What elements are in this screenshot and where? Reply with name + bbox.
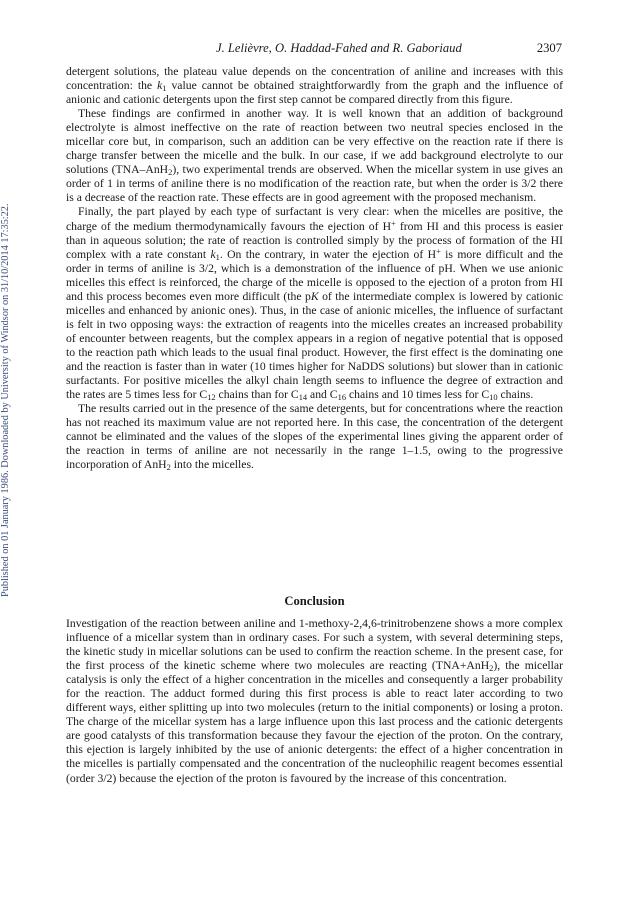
section-heading-conclusion: Conclusion (284, 594, 345, 608)
page-number: 2307 (536, 41, 562, 55)
paragraph-4: The results carried out in the presence of the same detergents, but for concentrations where the reaction has not reached its maximum value are not reported here. In this case, the concentration of the detergent cannot be eliminated and the values of the slopes of the experimental lines giving the apparent order of the reaction in terms of aniline are not necessarily in the range 1–1.5, owing to the progressive incorporation of AnH$_2$ into the micelles. (66, 402, 563, 473)
download-watermark: Published on 01 January 1986. Downloaded by University of Windsor on 31/10/2014 17:35:22. (0, 203, 11, 597)
paragraph-3: Finally, the part played by each type of surfactant is very clear: when the micelles are positive, the charge of the medium thermodynamically favours the ejection of H+ from HI and this process is easier than in aqueous solution; the rate of reaction is controlled simply by the process of formation of the HI complex with a rate constant $k_1$. On the contrary, in water the ejection of H+ is more difficult and the order in terms of aniline is 3/2, which is a demonstration of the influence of pH. When we use anionic micelles this effect is reinforced, the charge of the micelle is opposed to the ejection of a proton from HI and this process becomes even more difficult (the pK of the intermediate complex is lowered by cationic micelles and enhanced by anionic ones). Thus, in the case of anionic micelles, the influence of surfactant is felt in two opposing ways: the extraction of reagents into the micelles creates an increased probability of encounter between reagents, but the complex appears in a region of negative potential that is opposed to the reaction path which leads to the usual final product. However, the first effect is the dominating one and the reaction is faster than in water (10 times higher for NaDDS solutions) but slower than in cationic surfactants. For positive micelles the alkyl chain length seems to influence the degree of extraction and the rates are 5 times less for $C_{12}$ chains than for $C_{14}$ and $C_{16}$ chains and 10 times less for $C_{10}$ chains. (66, 205, 563, 403)
body-text (66, 65, 563, 472)
running-header (66, 41, 562, 59)
paragraph-1: detergent solutions, the plateau value depends on the concentration of aniline and increases with this concentration: the $k_1$ value cannot be obtained straightforwardly from the graph and the influence of anionic and cationic detergents upon the first step cannot be compared directly from this figure. (66, 65, 563, 107)
header-authors: J. Lelièvre, O. Haddad-Fahed and R. Gaboriaud (216, 41, 462, 55)
paragraph-2: These findings are confirmed in another way. It is well known that an addition of background electrolyte is almost ineffective on the rate of reaction between two neutral species enclosed in the micellar core but, in comparison, such an addition can be very effective on the reaction rate if there is charge transfer between the micelle and the bulk. In our case, if we add background electrolyte to our solutions (TNA–AnH$_2$), two experimental trends are observed. When the micellar system in use gives an order of 1 in terms of aniline there is no modification of the reaction rate, but when the order is 3/2 there is a decrease of the reaction rate. These effects are in good agreement with the proposed mechanism. (66, 107, 563, 205)
conclusion-paragraph: Investigation of the reaction between aniline and 1-methoxy-2,4,6-trinitrobenzene shows a more complex influence of a micellar system than in ordinary cases. For such a system, with several determining steps, the kinetic study in micellar solutions can be used to confirm the reaction scheme. In the present case, for the first process of the kinetic scheme where two molecules are reacting (TNA+AnH$_2$), the micellar catalysis is only the effect of a higher concentration in the micelles and consequently a larger probability for the reaction. The adduct formed during this first process is able to react later according to two different ways, either splitting up into two molecules (return to the initial components) or losing a proton. The charge of the micellar system has a large influence upon this last process and the cationic detergents are good catalysts of this transformation because they favour the ejection of the proton. On the contrary, this ejection is largely inhibited by the use of anionic detergents: the effect of a higher concentration in the micelles is partially compensated and the concentration of the nucleophilic reagent becomes essential (order 3/2) because the ejection of the proton is favoured by the increase of this concentration. (66, 617, 563, 785)
conclusion-text (66, 617, 563, 786)
